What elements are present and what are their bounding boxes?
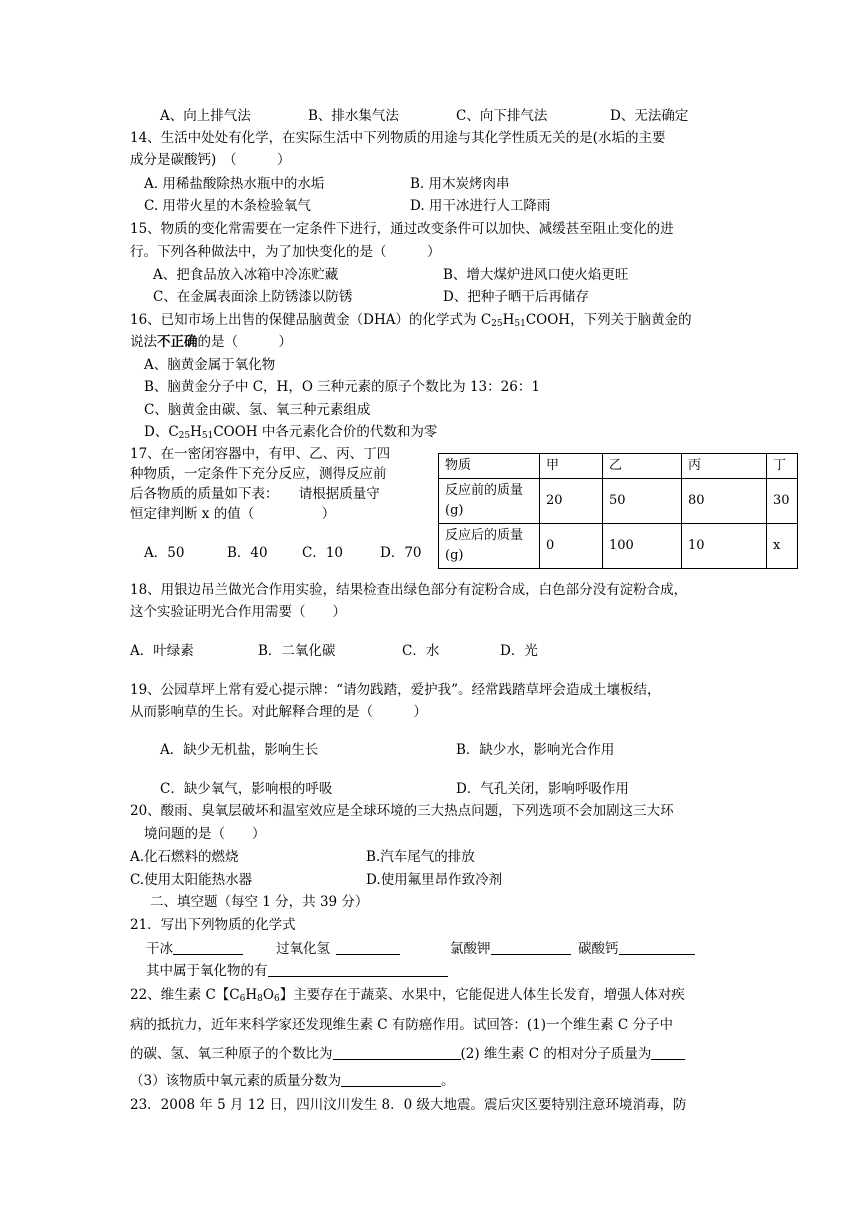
q17-stem-line4: 恒定律判断 x 的值（ ） [130, 506, 336, 522]
q19-option-c: C．缺少氧气，影响根的呼吸 [160, 781, 333, 797]
q17-option-b: B．40 [227, 545, 268, 561]
table-header-cell: 物质 [439, 454, 540, 479]
q16-option-c: C、脑黄金由碳、氢、氧三种元素组成 [144, 402, 371, 418]
table-cell: 反应后的质量(g) [439, 524, 540, 569]
q15-stem-line2: 行。下列各种做法中，为了加快变化的是（ ） [130, 244, 441, 260]
q13-option-b: B、排水集气法 [308, 108, 399, 124]
answer-blank[interactable] [268, 962, 448, 977]
q20-stem-line1: 20、酸雨、臭氧层破坏和温室效应是全球环境的三大热点问题，下列选项不会加剧这三大环 [130, 803, 674, 819]
q14-option-b: B. 用木炭烤肉串 [410, 176, 510, 192]
q17-mass-table [438, 453, 798, 569]
answer-blank[interactable] [336, 940, 400, 955]
table-cell: 80 [682, 479, 767, 524]
q21-item-potassium-chlorate: 氯酸钾 [450, 940, 571, 958]
q14-option-a: A. 用稀盐酸除热水瓶中的水垢 [144, 176, 325, 192]
answer-blank[interactable] [651, 1045, 685, 1060]
q20-stem-line2: 境问题的是（ ） [144, 826, 266, 842]
q17-stem-line3: 后各物质的质量如下表： 请根据质量守 [130, 486, 380, 502]
q16-option-a: A、脑黄金属于氧化物 [144, 357, 276, 373]
table-cell: 20 [540, 479, 603, 524]
q20-option-b: B.汽车尾气的排放 [366, 849, 475, 865]
q13-option-a: A、向上排气法 [160, 108, 251, 124]
q22-stem-line4: （3）该物质中氧元素的质量分数为 。 [130, 1073, 455, 1089]
q21-oxides: 其中属于氧化物的有 [146, 962, 448, 980]
q16-option-d: D、$C_{25}H_{51}COOH$ 中各元素化合价的代数和为零 [144, 424, 438, 441]
q20-option-d: D.使用氟里昂作致冷剂 [366, 872, 503, 888]
table-header-cell: 丁 [767, 454, 798, 479]
q13-option-c: C、向下排气法 [456, 108, 548, 124]
q17-option-c: C．10 [302, 545, 344, 561]
answer-blank[interactable] [333, 1045, 461, 1060]
table-cell: 反应前的质量(g) [439, 479, 540, 524]
q21-item-hydrogen-peroxide: 过氧化氢 [276, 940, 400, 958]
table-cell: x [767, 524, 798, 569]
table-cell: 0 [540, 524, 603, 569]
table-cell: 10 [682, 524, 767, 569]
q18-stem-line1: 18、用银边吊兰做光合作用实验，结果检查出绿色部分有淀粉合成，白色部分没有淀粉合成， [130, 582, 688, 598]
q18-option-c: C．水 [402, 643, 440, 659]
q18-option-d: D．光 [500, 643, 538, 659]
q22-stem-line3: 的碳、氢、氧三种原子的个数比为 (2) 维生素 C 的相对分子质量为 [130, 1045, 685, 1063]
q22-stem-line1: 22、维生素 C【$C_6H_8O_6$】主要存在于蔬菜、水果中，它能促进人体生长发育，增强人体对疾 [130, 987, 685, 1004]
q15-option-a: A、把食品放入冰箱中冷冻贮藏 [153, 267, 339, 283]
q21-stem: 21．写出下列物质的化学式 [130, 917, 296, 933]
table-header-row [439, 454, 798, 479]
table-cell: 30 [767, 479, 798, 524]
q19-option-a: A．缺少无机盐，影响生长 [160, 742, 319, 758]
section-heading-fill-in: 二、填空题（每空 1 分，共 39 分） [150, 894, 369, 910]
table-cell: 100 [603, 524, 682, 569]
q15-option-c: C、在金属表面涂上防锈漆以防锈 [153, 289, 353, 305]
q15-stem-line1: 15、物质的变化常需要在一定条件下进行，通过改变条件可以加快、减缓甚至阻止变化的进 [130, 221, 674, 237]
q15-option-d: D、把种子晒干后再储存 [443, 289, 589, 305]
table-row [439, 524, 798, 569]
q20-option-a: A.化石燃料的燃烧 [130, 849, 239, 865]
answer-blank[interactable] [173, 940, 243, 955]
q19-option-b: B．缺少水，影响光合作用 [456, 742, 615, 758]
q19-stem-line2: 从而影响草的生长。对此解释合理的是（ ） [130, 704, 427, 720]
q18-stem-line2: 这个实验证明光合作用需要（ ） [130, 604, 346, 620]
q16-stem-line2: 说法不正确的是（ ） [130, 334, 292, 350]
q19-option-d: D．气孔关闭，影响呼吸作用 [456, 781, 629, 797]
q17-option-d: D．70 [380, 545, 422, 561]
q21-item-calcium-carbonate: 碳酸钙 [578, 940, 695, 958]
q20-option-c: C.使用太阳能热水器 [130, 872, 253, 888]
q18-option-b: B．二氧化碳 [258, 643, 336, 659]
q17-stem-line1: 17、在一密闭容器中，有甲、乙、丙、丁四 [130, 446, 391, 462]
answer-blank[interactable] [341, 1072, 441, 1087]
table-row [439, 479, 798, 524]
table-header-cell: 丙 [682, 454, 767, 479]
q16-option-b: B、脑黄金分子中 C，H，O 三种元素的原子个数比为 13：26：1 [144, 379, 540, 395]
q21-item-dry-ice: 干冰 [146, 940, 243, 958]
q17-stem-line2: 种物质，一定条件下充分反应，测得反应前 [130, 466, 387, 482]
q22-stem-line2: 病的抵抗力，近年来科学家还发现维生素 C 有防癌作用。试回答：(1)一个维生素 C 分子中 [130, 1017, 673, 1033]
q14-stem-line2: 成分是碳酸钙) （ ） [130, 152, 291, 168]
q18-option-a: A．叶绿素 [130, 643, 194, 659]
q19-stem-line1: 19、公园草坪上常有爱心提示牌：“请勿践踏，爱护我”。经常践踏草坪会造成土壤板结， [130, 682, 661, 698]
q15-option-b: B、增大煤炉进风口使火焰更旺 [443, 267, 629, 283]
q14-option-d: D. 用干冰进行人工降雨 [410, 198, 551, 214]
emphasis-not-correct: 不正确 [157, 334, 198, 350]
table-cell: 50 [603, 479, 682, 524]
answer-blank[interactable] [619, 940, 695, 955]
q23-stem-line1: 23．2008 年 5 月 12 日，四川汶川发生 8．0 级大地震。震后灾区要特别注意环境消毒，防 [130, 1097, 687, 1113]
q13-option-d: D、无法确定 [610, 108, 689, 124]
answer-blank[interactable] [491, 940, 571, 955]
q14-stem-line1: 14、生活中处处有化学，在实际生活中下列物质的用途与其化学性质无关的是(水垢的主要 [130, 130, 666, 146]
table-header-cell: 乙 [603, 454, 682, 479]
q16-stem-line1: 16、已知市场上出售的保健品脑黄金（DHA）的化学式为 $C_{25}H_{51}COOH$，下列关于脑黄金的 [130, 312, 692, 329]
table-header-cell: 甲 [540, 454, 603, 479]
q17-option-a: A．50 [144, 545, 185, 561]
q14-option-c: C. 用带火星的木条检验氧气 [144, 198, 311, 214]
